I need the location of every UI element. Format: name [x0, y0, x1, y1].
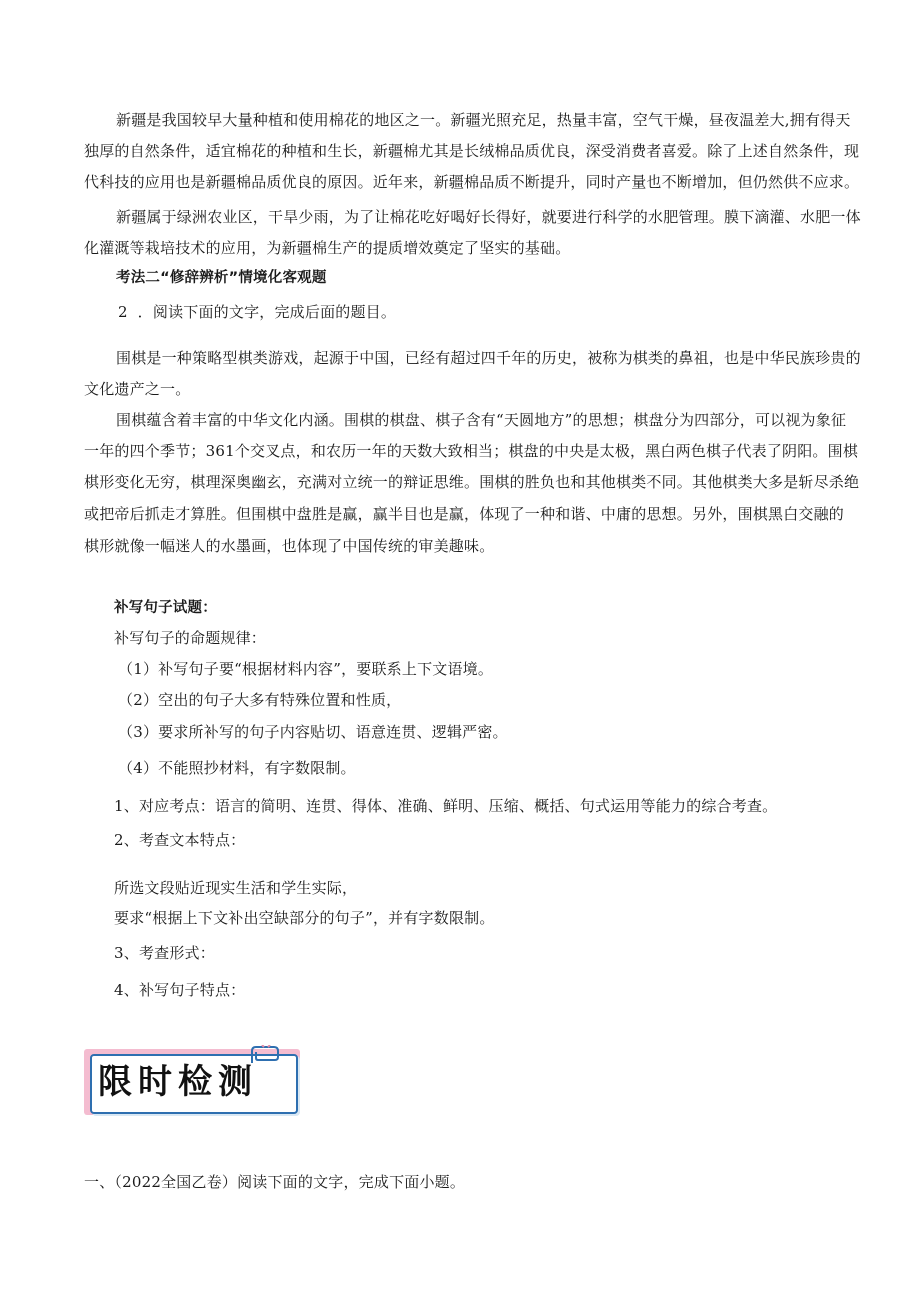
point-1-exam-focus: 1、对应考点：语言的简明、连贯、得体、准确、鲜明、压缩、概括、句式运用等能力的综合考查。 [114, 797, 778, 815]
paragraph-water-fertilizer-line-1: 新疆属于绿洲农业区，干旱少雨，为了让棉花吃好喝好长得好，就要进行科学的水肥管理。膜下滴灌、水肥一体 [116, 208, 861, 226]
section-heading-fill-sentence: 补写句子试题： [114, 600, 217, 616]
paragraph-go-culture-line-5: 棋形就像一幅迷人的水墨画，也体现了中国传统的审美趣味。 [84, 537, 495, 555]
question-2-prompt: 2 ．阅读下面的文字，完成后面的题目。 [118, 303, 397, 321]
fill-rule-item: （2）空出的句子大多有特殊位置和性质， [118, 691, 402, 709]
text-feature-line-2: 要求“根据上下文补出空缺部分的句子”，并有字数限制。 [114, 909, 495, 927]
paragraph-go-culture-line-3: 棋形变化无穷，棋理深奥幽玄，充满对立统一的辩证思维。围棋的胜负也和其他棋类不同。其他棋类大多是斩尽杀绝 [84, 473, 860, 491]
paragraph-go-culture-line-4: 或把帝后抓走才算胜。但围棋中盘胜是赢，赢半目也是赢，体现了一种和谐、中庸的思想。另外，围棋黑白交融的 [84, 505, 845, 523]
fill-rule-title: 补写句子的命题规律： [114, 629, 267, 647]
paperclip-icon [244, 1045, 284, 1065]
fill-rule-item: （4）不能照抄材料，有字数限制。 [118, 759, 356, 777]
text-feature-line-1: 所选文段贴近现实生活和学生实际， [114, 879, 358, 897]
paragraph-go-culture-line-2: 一年的四个季节；361个交叉点，和农历一年的天数大致相当；棋盘的中央是太极，黑白两色棋子代表了阴阳。围棋 [84, 442, 859, 460]
paragraph-go-culture-line-1: 围棋蕴含着丰富的中华文化内涵。围棋的棋盘、棋子含有“天圆地方”的思想；棋盘分为四部分，可以视为象征 [116, 411, 847, 429]
exercise-1-prompt: 一、（2022全国乙卷）阅读下面的文字，完成下面小题。 [84, 1173, 466, 1191]
timed-test-banner [84, 1045, 302, 1117]
fill-rule-item: （3）要求所补写的句子内容贴切、语意连贯、逻辑严密。 [118, 723, 508, 741]
point-2-text-features: 2、考查文本特点： [114, 831, 246, 849]
fill-rule-item: （1）补写句子要“根据材料内容”，要联系上下文语境。 [118, 660, 494, 678]
paragraph-go-intro-line-1: 围棋是一种策略型棋类游戏，起源于中国，已经有超过四千年的历史，被称为棋类的鼻祖，也是中华民族珍贵的 [116, 349, 861, 367]
section-heading-rhetoric: 考法二“修辞辨析”情境化客观题 [116, 270, 327, 286]
paragraph-xinjiang-cotton-line-1: 新疆是我国较早大量种植和使用棉花的地区之一。新疆光照充足，热量丰富，空气干燥，昼夜温差大,拥有得天 [116, 111, 851, 129]
paragraph-xinjiang-cotton-line-3: 代科技的应用也是新疆棉品质优良的原因。近年来，新疆棉品质不断提升，同时产量也不断增加，但仍然供不应求。 [84, 173, 860, 191]
paragraph-xinjiang-cotton-line-2: 独厚的自然条件，适宜棉花的种植和生长，新疆棉尤其是长绒棉品质优良，深受消费者喜爱。除了上述自然条件，现 [84, 142, 860, 160]
paragraph-go-intro-line-2: 文化遗产之一。 [84, 380, 191, 398]
point-3-exam-form: 3、考查形式： [114, 944, 215, 962]
point-4-fill-features: 4、补写句子特点： [114, 981, 246, 999]
banner-title: 限时检测 [98, 1062, 258, 1102]
paragraph-water-fertilizer-line-2: 化灌溉等栽培技术的应用，为新疆棉生产的提质增效奠定了坚实的基础。 [84, 239, 571, 257]
